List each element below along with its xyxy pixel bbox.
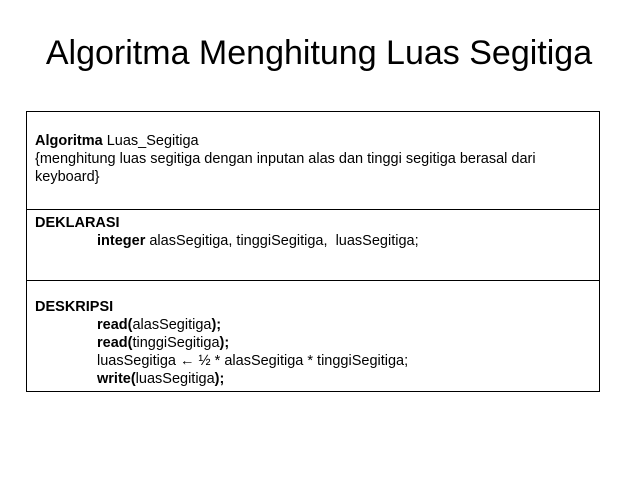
read-argument: tinggiSegitiga [132,335,220,351]
read-tinggi-statement [35,334,591,352]
slide-title: Algoritma Menghitung Luas Segitiga [45,34,593,72]
algorithm-table [26,111,600,392]
read-alas-statement [35,316,591,334]
read-argument: alasSegitiga [132,317,212,333]
description-row [27,281,600,392]
header-cell [27,112,600,210]
declaration-cell [27,210,600,281]
write-argument: luasSegitiga [135,371,215,387]
declaration-line [35,232,591,250]
statement-close: ); [214,371,225,387]
description-cell [27,281,600,392]
algorithm-keyword: Algoritma [35,133,103,149]
read-keyword: read( [97,335,133,351]
deklarasi-heading: DEKLARASI [35,215,120,231]
statement-close: ); [219,335,230,351]
declaration-row [27,210,600,281]
read-keyword: read( [97,317,133,333]
assignment-statement: luasSegitiga ← ½ * alasSegitiga * tinggiSegitiga; [97,353,409,369]
algorithm-name: Luas_Segitiga [102,133,199,149]
algorithm-name-line [35,132,591,150]
type-keyword: integer [97,233,146,249]
header-row [27,112,600,210]
declared-variables: alasSegitiga, tinggiSegitiga, luasSegitiga; [145,233,419,249]
statement-close: ); [211,317,222,333]
write-statement [35,370,591,388]
write-keyword: write( [97,371,136,387]
algorithm-comment: {menghitung luas segitiga dengan inputan alas dan tinggi segitiga berasal dari keyboard} [35,151,536,185]
deskripsi-heading: DESKRIPSI [35,299,114,315]
